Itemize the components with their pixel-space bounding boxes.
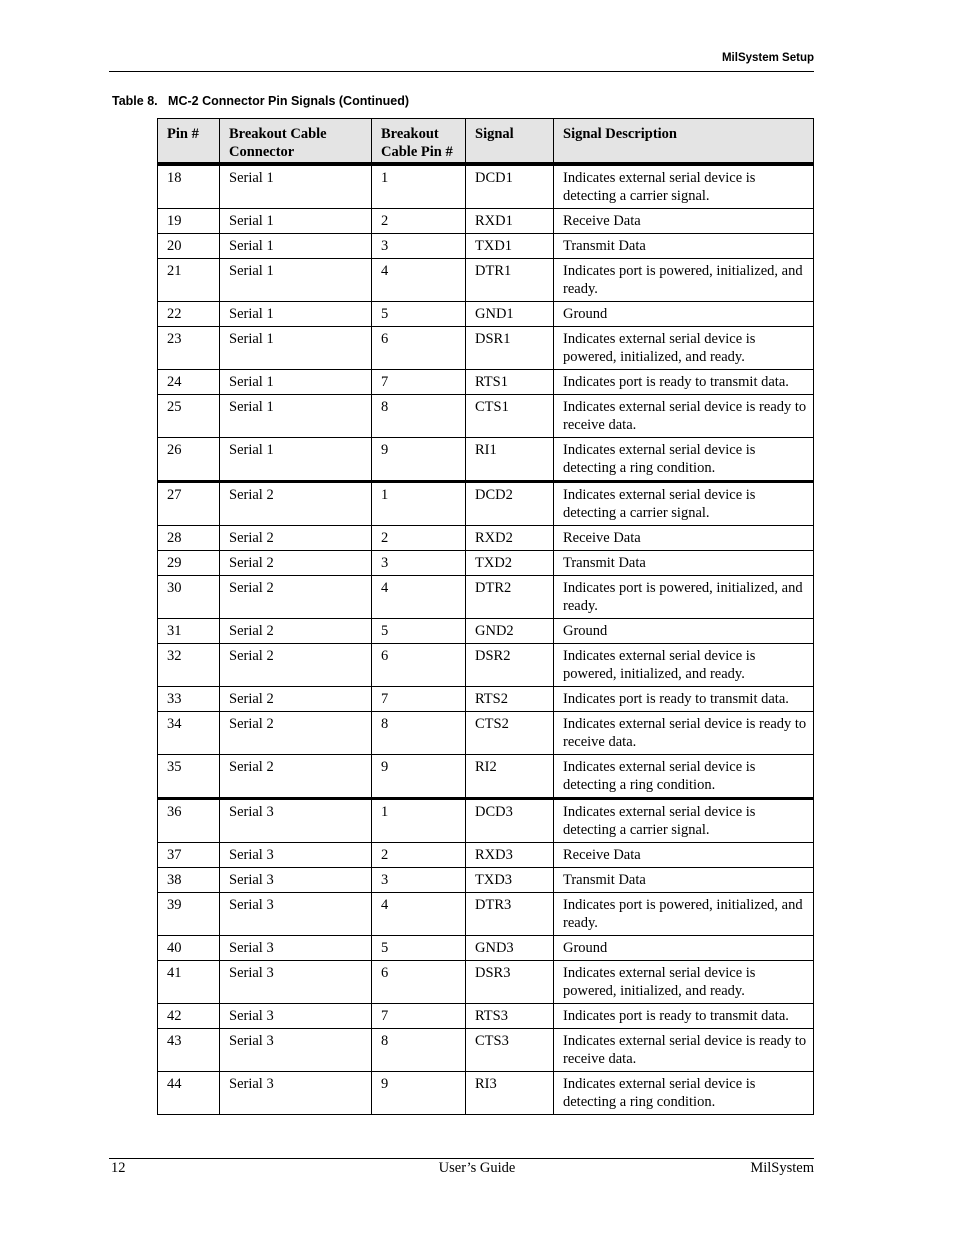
cell-signal-description: Indicates port is ready to transmit data.: [554, 370, 814, 395]
cell-breakout-pin: 8: [372, 395, 466, 438]
table-caption-title: MC-2 Connector Pin Signals (Continued): [168, 94, 410, 108]
table-row: [158, 961, 814, 1004]
cell-signal: TXD3: [466, 868, 554, 893]
cell-breakout-pin: 5: [372, 936, 466, 961]
cell-breakout-pin: 5: [372, 619, 466, 644]
cell-signal-description: Indicates external serial device is powered, initialized, and ready.: [554, 961, 814, 1004]
cell-breakout-pin: 9: [372, 438, 466, 482]
cell-signal-description: Indicates external serial device is powered, initialized, and ready.: [554, 644, 814, 687]
cell-breakout-pin: 2: [372, 843, 466, 868]
cell-signal: DTR2: [466, 576, 554, 619]
cell-breakout-pin: 7: [372, 687, 466, 712]
cell-signal-description: Indicates external serial device is detecting a ring condition.: [554, 1072, 814, 1115]
cell-signal: CTS2: [466, 712, 554, 755]
cell-breakout-pin: 6: [372, 327, 466, 370]
cell-breakout-connector: Serial 2: [220, 644, 372, 687]
cell-signal-description: Indicates port is ready to transmit data.: [554, 687, 814, 712]
cell-breakout-pin: 9: [372, 1072, 466, 1115]
cell-breakout-pin: 4: [372, 259, 466, 302]
cell-pin: 37: [158, 843, 220, 868]
table-row: [158, 687, 814, 712]
footer-product: MilSystem: [750, 1160, 814, 1176]
cell-signal-description: Indicates external serial device is detecting a carrier signal.: [554, 799, 814, 843]
table-row: [158, 1004, 814, 1029]
cell-signal-description: Indicates external serial device is ready to receive data.: [554, 1029, 814, 1072]
cell-breakout-connector: Serial 3: [220, 868, 372, 893]
cell-signal: CTS1: [466, 395, 554, 438]
cell-signal: RI2: [466, 755, 554, 799]
cell-signal: GND2: [466, 619, 554, 644]
cell-pin: 18: [158, 164, 220, 209]
cell-breakout-connector: Serial 1: [220, 327, 372, 370]
cell-signal: CTS3: [466, 1029, 554, 1072]
cell-signal-description: Indicates external serial device is powered, initialized, and ready.: [554, 327, 814, 370]
column-header-pin: Pin #: [158, 119, 220, 165]
table-row: [158, 712, 814, 755]
table-row: [158, 164, 814, 209]
cell-pin: 27: [158, 482, 220, 526]
cell-signal-description: Indicates external serial device is detecting a carrier signal.: [554, 482, 814, 526]
table-row: [158, 370, 814, 395]
cell-signal-description: Transmit Data: [554, 551, 814, 576]
cell-pin: 35: [158, 755, 220, 799]
cell-signal-description: Indicates external serial device is detecting a ring condition.: [554, 438, 814, 482]
table-header: [158, 119, 814, 165]
cell-pin: 39: [158, 893, 220, 936]
cell-breakout-pin: 4: [372, 893, 466, 936]
cell-breakout-connector: Serial 2: [220, 712, 372, 755]
cell-signal-description: Indicates port is powered, initialized, and ready.: [554, 576, 814, 619]
cell-pin: 34: [158, 712, 220, 755]
cell-pin: 20: [158, 234, 220, 259]
cell-pin: 32: [158, 644, 220, 687]
cell-signal: RTS2: [466, 687, 554, 712]
table-row: [158, 482, 814, 526]
cell-signal: RTS1: [466, 370, 554, 395]
table-row: [158, 302, 814, 327]
cell-signal: DTR1: [466, 259, 554, 302]
table-row: [158, 644, 814, 687]
running-header: MilSystem Setup: [721, 52, 814, 64]
column-header-signal: Signal: [466, 119, 554, 165]
table-row: [158, 526, 814, 551]
cell-breakout-pin: 8: [372, 712, 466, 755]
cell-pin: 31: [158, 619, 220, 644]
cell-breakout-connector: Serial 1: [220, 234, 372, 259]
cell-signal-description: Indicates port is powered, initialized, and ready.: [554, 259, 814, 302]
cell-breakout-pin: 6: [372, 644, 466, 687]
cell-breakout-pin: 3: [372, 868, 466, 893]
cell-signal: RXD2: [466, 526, 554, 551]
cell-signal-description: Receive Data: [554, 526, 814, 551]
table-body: [158, 164, 814, 1115]
cell-breakout-pin: 1: [372, 799, 466, 843]
cell-breakout-connector: Serial 2: [220, 526, 372, 551]
table-row: [158, 843, 814, 868]
cell-signal-description: Receive Data: [554, 209, 814, 234]
cell-signal: RXD1: [466, 209, 554, 234]
cell-signal: DCD3: [466, 799, 554, 843]
cell-signal-description: Ground: [554, 619, 814, 644]
cell-breakout-connector: Serial 3: [220, 1072, 372, 1115]
cell-signal-description: Indicates external serial device is detecting a carrier signal.: [554, 164, 814, 209]
table-row: [158, 799, 814, 843]
table-row: [158, 619, 814, 644]
cell-breakout-pin: 8: [372, 1029, 466, 1072]
pin-signal-table: [157, 118, 814, 1115]
cell-pin: 21: [158, 259, 220, 302]
cell-signal-description: Indicates port is ready to transmit data.: [554, 1004, 814, 1029]
footer-title: User’s Guide: [438, 1160, 516, 1176]
cell-breakout-connector: Serial 2: [220, 551, 372, 576]
cell-breakout-connector: Serial 3: [220, 1029, 372, 1072]
cell-breakout-pin: 3: [372, 551, 466, 576]
cell-breakout-connector: Serial 1: [220, 370, 372, 395]
table-row: [158, 209, 814, 234]
cell-signal: DTR3: [466, 893, 554, 936]
cell-breakout-pin: 2: [372, 209, 466, 234]
cell-pin: 19: [158, 209, 220, 234]
cell-signal: TXD1: [466, 234, 554, 259]
cell-breakout-connector: Serial 3: [220, 893, 372, 936]
cell-pin: 44: [158, 1072, 220, 1115]
table-caption: [112, 94, 409, 108]
cell-breakout-connector: Serial 2: [220, 687, 372, 712]
cell-breakout-connector: Serial 2: [220, 482, 372, 526]
cell-pin: 33: [158, 687, 220, 712]
table-row: [158, 1072, 814, 1115]
cell-signal: DSR3: [466, 961, 554, 1004]
cell-pin: 41: [158, 961, 220, 1004]
table-row: [158, 395, 814, 438]
cell-signal: TXD2: [466, 551, 554, 576]
cell-signal: DCD1: [466, 164, 554, 209]
cell-signal: GND1: [466, 302, 554, 327]
cell-signal: DCD2: [466, 482, 554, 526]
header-rule: [109, 71, 814, 72]
cell-breakout-connector: Serial 1: [220, 438, 372, 482]
cell-signal-description: Indicates external serial device is ready to receive data.: [554, 395, 814, 438]
table-caption-label: Table 8.: [112, 94, 158, 108]
table-row: [158, 438, 814, 482]
cell-breakout-pin: 1: [372, 164, 466, 209]
table-row: [158, 868, 814, 893]
cell-signal-description: Indicates external serial device is detecting a ring condition.: [554, 755, 814, 799]
cell-breakout-pin: 1: [372, 482, 466, 526]
cell-pin: 23: [158, 327, 220, 370]
cell-signal: GND3: [466, 936, 554, 961]
cell-pin: 36: [158, 799, 220, 843]
cell-breakout-connector: Serial 3: [220, 961, 372, 1004]
cell-breakout-connector: Serial 3: [220, 936, 372, 961]
cell-breakout-connector: Serial 1: [220, 164, 372, 209]
cell-pin: 30: [158, 576, 220, 619]
cell-signal: DSR1: [466, 327, 554, 370]
table-row: [158, 1029, 814, 1072]
cell-signal: RI1: [466, 438, 554, 482]
cell-pin: 40: [158, 936, 220, 961]
cell-pin: 24: [158, 370, 220, 395]
footer-rule: [109, 1158, 814, 1159]
cell-pin: 43: [158, 1029, 220, 1072]
cell-breakout-pin: 2: [372, 526, 466, 551]
cell-signal-description: Indicates port is powered, initialized, and ready.: [554, 893, 814, 936]
cell-signal-description: Ground: [554, 936, 814, 961]
cell-pin: 42: [158, 1004, 220, 1029]
cell-signal: RTS3: [466, 1004, 554, 1029]
cell-pin: 25: [158, 395, 220, 438]
cell-breakout-connector: Serial 1: [220, 395, 372, 438]
cell-breakout-connector: Serial 3: [220, 799, 372, 843]
cell-breakout-connector: Serial 3: [220, 1004, 372, 1029]
cell-breakout-connector: Serial 1: [220, 302, 372, 327]
column-header-breakout-pin: Breakout Cable Pin #: [372, 119, 466, 165]
table-row: [158, 755, 814, 799]
table-row: [158, 234, 814, 259]
cell-signal-description: Transmit Data: [554, 868, 814, 893]
page-number: 12: [111, 1160, 126, 1176]
cell-signal: RI3: [466, 1072, 554, 1115]
cell-pin: 29: [158, 551, 220, 576]
table-row: [158, 576, 814, 619]
cell-breakout-pin: 6: [372, 961, 466, 1004]
table-row: [158, 259, 814, 302]
cell-pin: 28: [158, 526, 220, 551]
cell-signal-description: Indicates external serial device is ready to receive data.: [554, 712, 814, 755]
cell-breakout-connector: Serial 1: [220, 259, 372, 302]
column-header-signal-description: Signal Description: [554, 119, 814, 165]
cell-breakout-pin: 3: [372, 234, 466, 259]
cell-breakout-connector: Serial 3: [220, 843, 372, 868]
cell-breakout-pin: 5: [372, 302, 466, 327]
cell-breakout-pin: 4: [372, 576, 466, 619]
table-row: [158, 936, 814, 961]
cell-signal: DSR2: [466, 644, 554, 687]
table-row: [158, 551, 814, 576]
cell-signal: RXD3: [466, 843, 554, 868]
cell-signal-description: Transmit Data: [554, 234, 814, 259]
cell-signal-description: Receive Data: [554, 843, 814, 868]
cell-breakout-pin: 9: [372, 755, 466, 799]
cell-breakout-connector: Serial 2: [220, 619, 372, 644]
cell-breakout-pin: 7: [372, 1004, 466, 1029]
table-row: [158, 893, 814, 936]
cell-breakout-connector: Serial 2: [220, 576, 372, 619]
cell-breakout-connector: Serial 2: [220, 755, 372, 799]
cell-breakout-connector: Serial 1: [220, 209, 372, 234]
cell-breakout-pin: 7: [372, 370, 466, 395]
cell-pin: 22: [158, 302, 220, 327]
cell-pin: 38: [158, 868, 220, 893]
cell-pin: 26: [158, 438, 220, 482]
cell-signal-description: Ground: [554, 302, 814, 327]
header-row: [158, 119, 814, 165]
table-row: [158, 327, 814, 370]
column-header-breakout-connector: Breakout Cable Connector: [220, 119, 372, 165]
